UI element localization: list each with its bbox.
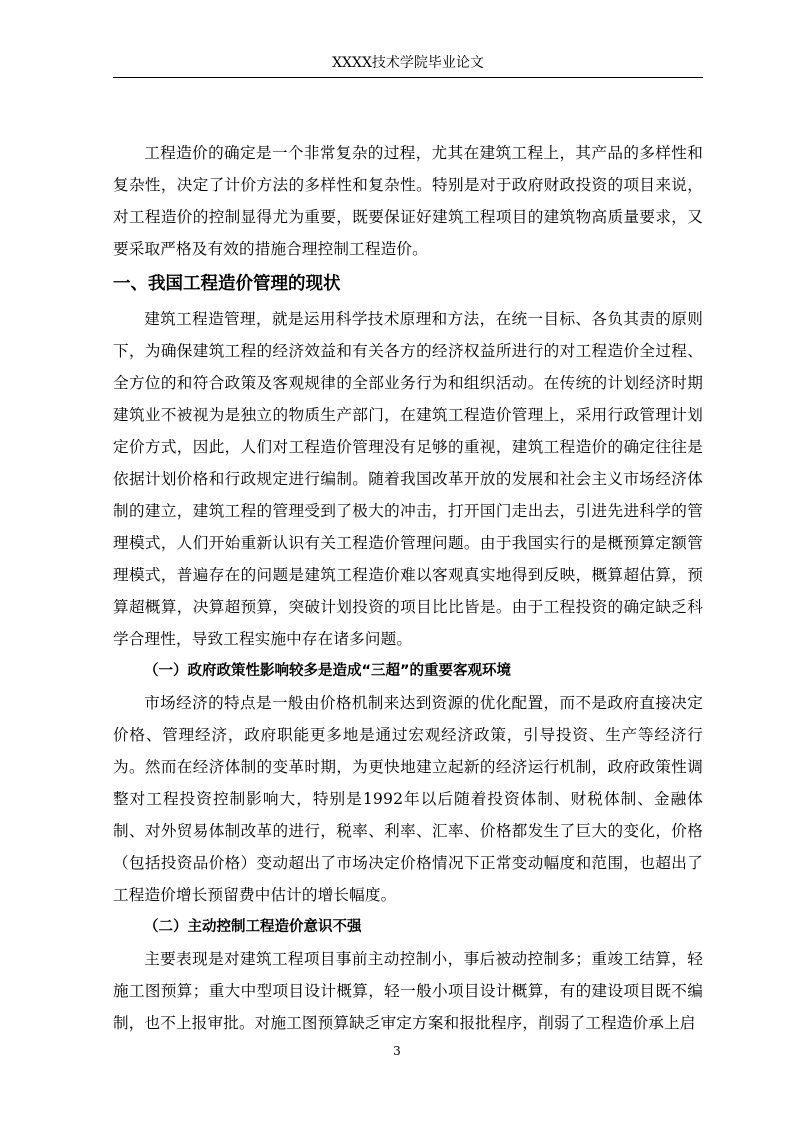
intro-paragraph: 工程造价的确定是一个非常复杂的过程，尤其在建筑工程上，其产品的多样性和复杂性，决定了计价方法的多样性和复杂性。特别是对于政府财政投资的项目来说，对工程造价的控制显得尤为重要，既要保证好建筑工程项目的建筑物高质量要求，又要采取严格及有效的措施合理控制工程造价。 [113,144,703,258]
subsection-paragraph-2: 主要表现是对建筑工程项目事前主动控制小，事后被动控制多；重竣工结算，轻施工图预算；重大中型项目设计概算，轻一般小项目设计概算，有的建设项目既不编制，也不上报审批。对施工图预算缺乏审定方案和报批程序，削弱了工程造价承上启 [113,950,703,1032]
section-heading: 一、我国工程造价管理的现状 [113,274,341,294]
subsection-paragraph-1: 市场经济的特点是一般由价格机制来达到资源的优化配置，而不是政府直接决定价格、管理经济，政府职能更多地是通过宏观经济政策，引导投资、生产等经济行为。然而在经济体制的变革时期，为更快地建立起新的经济运行机制，政府政策性调整对工程投资控制影响大，特别是1992年以后随着投资体制、财税体制、金融体制、对外贸易体制改革的进行，税率、利率、汇率、价格都发生了巨大的变化，价格（包括投资品价格）变动超出了市场决定价格情况下正常变动幅度和范围，也超出了工程造价增长预留费中估计的增长幅度。 [113,694,703,904]
subsection-heading-1: （一）政府政策性影响较多是造成“三超”的重要客观环境 [144,663,512,679]
section-paragraph: 建筑工程造管理，就是运用科学技术原理和方法，在统一目标、各负其责的原则下，为确保建筑工程的经济效益和有关各方的经济权益所进行的对工程造价全过程、全方位的和符合政策及客观规律的全部业务行为和组织活动。在传统的计划经济时期建筑业不被视为是独立的物质生产部门，在建筑工程造价管理上，采用行政管理计划定价方式，因此，人们对工程造价管理没有足够的重视，建筑工程造价的确定往往是依据计划价格和行政规定进行编制。随着我国改革开放的发展和社会主义市场经济体制的建立，建筑工程的管理受到了极大的冲击，打开国门走出去，引进先进科学的管理模式，人们开始重新认识有关工程造价管理问题。由于我国实行的是概预算定额管理模式，普遍存在的问题是建筑工程造价难以客观真实地得到反映，概算超估算，预算超概算，决算超预算，突破计划投资的项目比比皆是。由于工程投资的确定缺乏科学合理性，导致工程实施中存在诸多问题。 [113,310,703,648]
subsection-heading-2: （二）主动控制工程造价意识不强 [144,919,362,935]
page-header: XXXX技术学院毕业论文 [113,52,703,78]
document-body [113,137,703,1039]
page-number: 3 [393,1044,401,1058]
